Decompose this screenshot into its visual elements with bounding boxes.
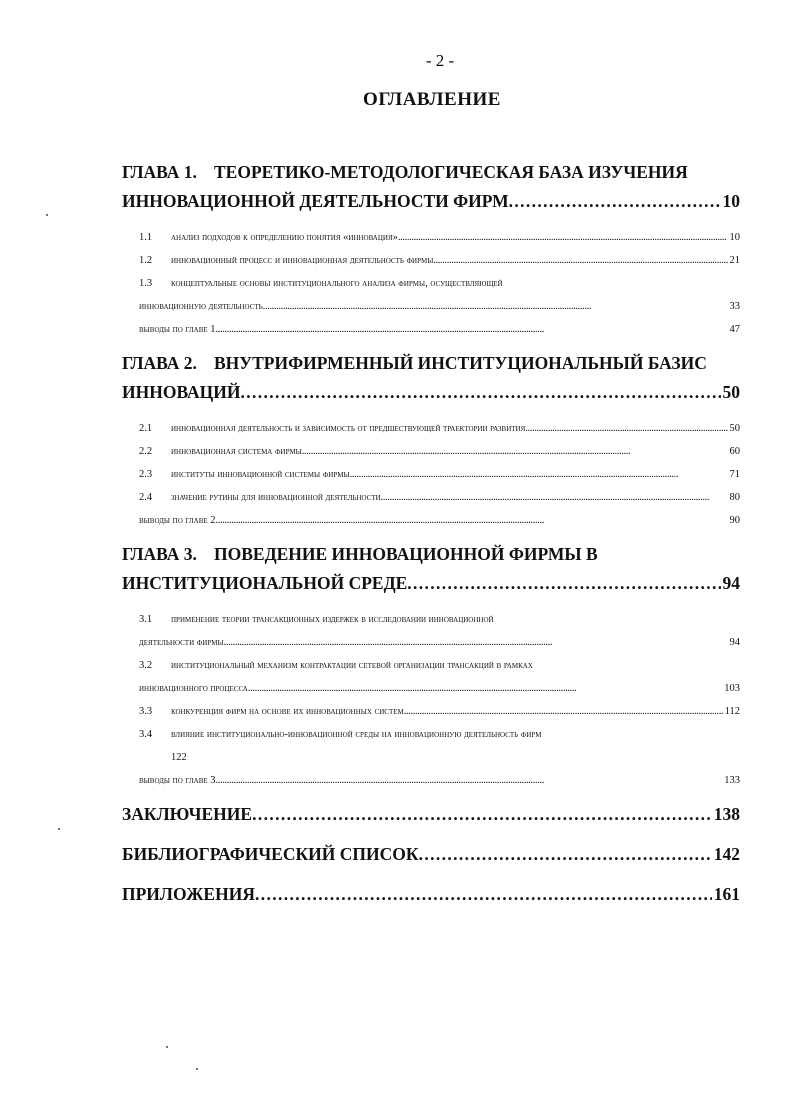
section-1-3-line1[interactable] [139, 272, 740, 295]
page-number: - 2 - [425, 51, 455, 70]
toc-entry-bibliography[interactable] [122, 840, 740, 869]
conclusion-page: 90 [729, 515, 740, 526]
section-number: 2.3 [139, 469, 153, 480]
chapter-3-title-row[interactable] [122, 569, 740, 598]
section-number: 3.2 [139, 660, 153, 671]
section-number: 2.1 [139, 423, 153, 434]
conclusion-page: 133 [724, 775, 740, 786]
chapter-3-heading[interactable] [122, 540, 740, 569]
section-page: 10 [729, 232, 740, 243]
table-of-contents [122, 158, 740, 920]
chapter-2-title-line2: ИННОВАЦИЙ [122, 382, 241, 402]
section-title: значение рутины для инновационной деятельности [171, 492, 381, 503]
dot-leader [216, 509, 728, 532]
dot-leader [216, 318, 728, 341]
chapter-1 [122, 158, 740, 341]
section-1-1[interactable] [139, 226, 740, 249]
section-page: 122 [171, 752, 187, 763]
conclusion-title: выводы по главе 1 [139, 324, 216, 335]
section-2-3[interactable] [139, 463, 740, 486]
chapter-2-number: ГЛАВА 2. [122, 353, 197, 373]
chapter-1-title-line2: ИННОВАЦИОННОЙ ДЕЯТЕЛЬНОСТИ ФИРМ [122, 191, 509, 211]
dot-leader [398, 226, 728, 249]
chapter-2-heading[interactable] [122, 349, 740, 378]
section-number: 3.1 [139, 614, 153, 625]
section-number: 1.3 [139, 278, 153, 289]
conclusion-page: 47 [729, 324, 740, 335]
section-title-line1: влияние институционально-инновационной среды на инновационную деятельность фирм [171, 729, 542, 740]
section-page: 80 [729, 492, 740, 503]
section-title: институты инновационной системы фирмы [171, 469, 350, 480]
section-page: 60 [729, 446, 740, 457]
chapter-2-page: 50 [722, 382, 740, 402]
entry-title: ПРИЛОЖЕНИЯ [122, 884, 255, 904]
section-title-line1: концептуальные основы институционального анализа фирмы, осуществляющей [171, 278, 503, 289]
entry-title: БИБЛИОГРАФИЧЕСКИЙ СПИСОК [122, 844, 419, 864]
section-title-line1: институциональный механизм контрактации сетевой организации трансакций в рамках [171, 660, 533, 671]
section-number: 2.2 [139, 446, 153, 457]
section-title: инновационная деятельность и зависимость от предшествующей траектории развития [171, 423, 526, 434]
chapter-1-title-row[interactable] [122, 187, 740, 216]
dot-leader [255, 880, 712, 909]
section-title-line1: применение теории трансакционных издержек в исследовании инновационной [171, 614, 494, 625]
dot-leader [216, 769, 723, 792]
dot-leader [252, 800, 712, 829]
section-3-4-line2[interactable] [139, 746, 740, 769]
dot-leader [302, 440, 728, 463]
chapter-3-title-line1: ПОВЕДЕНИЕ ИННОВАЦИОННОЙ ФИРМЫ В [214, 544, 598, 564]
section-title: анализ подходов к определению понятия «инновация» [171, 232, 398, 243]
entry-page: 142 [713, 844, 740, 864]
conclusion-chapter-3[interactable] [139, 769, 740, 792]
chapter-1-page: 10 [722, 191, 740, 211]
section-3-2-line1[interactable] [139, 654, 740, 677]
section-3-3[interactable] [139, 700, 740, 723]
chapter-3-title-line2: ИНСТИТУЦИОНАЛЬНОЙ СРЕДЕ [122, 573, 408, 593]
dot-leader [224, 631, 728, 654]
section-number: 1.1 [139, 232, 153, 243]
dot-leader [241, 378, 721, 407]
chapter-1-number: ГЛАВА 1. [122, 162, 197, 182]
conclusion-title: выводы по главе 3 [139, 775, 216, 786]
section-3-2-line2[interactable] [139, 677, 740, 700]
entry-title: ЗАКЛЮЧЕНИЕ [122, 804, 253, 824]
scan-speck [196, 1068, 198, 1070]
section-title-line2: деятельности фирмы [139, 637, 224, 648]
dot-leader [433, 249, 727, 272]
chapter-1-title-line1: ТЕОРЕТИКО-МЕТОДОЛОГИЧЕСКАЯ БАЗА ИЗУЧЕНИЯ [214, 162, 688, 182]
toc-entry-appendices[interactable] [122, 880, 740, 909]
section-page: 33 [729, 301, 740, 312]
section-2-1[interactable] [139, 417, 740, 440]
dot-leader [263, 295, 728, 318]
conclusion-chapter-2[interactable] [139, 509, 740, 532]
section-number: 1.2 [139, 255, 153, 266]
section-3-4-line1[interactable] [139, 723, 740, 746]
section-title-line2: инновационного процесса [139, 683, 248, 694]
section-page: 112 [724, 706, 740, 717]
section-title: инновационный процесс и инновационная деятельность фирмы [171, 255, 434, 266]
section-1-3-line2[interactable] [139, 295, 740, 318]
chapter-3 [122, 540, 740, 792]
scan-speck [46, 214, 48, 216]
section-2-4[interactable] [139, 486, 740, 509]
dot-leader [350, 463, 728, 486]
section-number: 3.4 [139, 729, 153, 740]
chapter-2 [122, 349, 740, 532]
dot-leader [509, 187, 721, 216]
dot-leader [419, 840, 712, 869]
section-title-line2: инновационную деятельность [139, 301, 263, 312]
section-page: 21 [729, 255, 740, 266]
entry-page: 138 [713, 804, 740, 824]
section-page: 103 [724, 683, 740, 694]
conclusion-title: выводы по главе 2 [139, 515, 216, 526]
chapter-3-page: 94 [722, 573, 740, 593]
chapter-2-title-row[interactable] [122, 378, 740, 407]
section-2-2[interactable] [139, 440, 740, 463]
dot-leader [404, 700, 723, 723]
dot-leader [525, 417, 727, 440]
section-number: 3.3 [139, 706, 153, 717]
chapter-3-number: ГЛАВА 3. [122, 544, 197, 564]
dot-leader [248, 677, 722, 700]
section-page: 50 [729, 423, 740, 434]
toc-title: ОГЛАВЛЕНИЕ [363, 89, 501, 110]
dot-leader [407, 569, 720, 598]
scan-speck [58, 828, 60, 830]
section-3-1-line1[interactable] [139, 608, 740, 631]
toc-entry-conclusion[interactable] [122, 800, 740, 829]
scan-speck [166, 1046, 168, 1048]
section-3-1-line2[interactable] [139, 631, 740, 654]
section-page: 94 [729, 637, 740, 648]
chapter-1-heading[interactable] [122, 158, 740, 187]
dot-leader [381, 486, 728, 509]
conclusion-chapter-1[interactable] [139, 318, 740, 341]
section-page: 71 [729, 469, 740, 480]
section-title: инновационная система фирмы [171, 446, 302, 457]
section-number: 2.4 [139, 492, 153, 503]
chapter-2-title-line1: ВНУТРИФИРМЕННЫЙ ИНСТИТУЦИОНАЛЬНЫЙ БАЗИС [214, 353, 707, 373]
entry-page: 161 [713, 884, 740, 904]
section-title: конкуренция фирм на основе их инновационных систем [171, 706, 404, 717]
section-1-2[interactable] [139, 249, 740, 272]
